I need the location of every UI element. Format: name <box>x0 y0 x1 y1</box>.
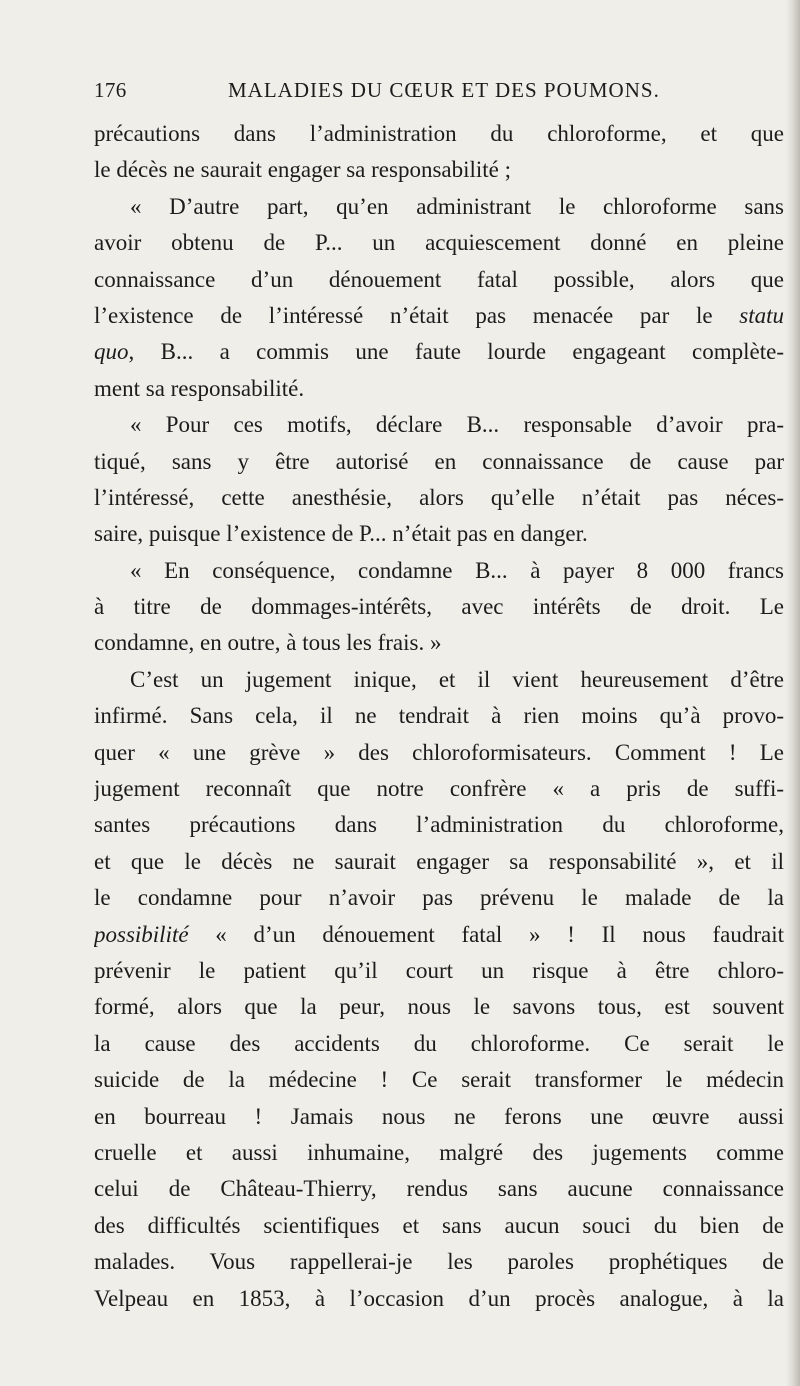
text-run: « d’un dénouement fatal » ! Il nous faudrait <box>188 921 784 947</box>
text-line: cruelle et aussi inhumaine, malgré des jugements comme <box>94 1139 784 1165</box>
italic-phrase: possibilité <box>94 921 189 947</box>
body-text <box>94 116 784 1317</box>
text-line: et que le décès ne saurait engager sa responsabilité », et il <box>94 848 784 874</box>
text-line: formé, alors que la peur, nous le savons tous, est souvent <box>94 994 784 1020</box>
text-line: suicide de la médecine ! Ce serait transformer le médecin <box>94 1067 784 1093</box>
italic-phrase: quo <box>94 339 129 365</box>
text-line: la cause des accidents du chloroforme. Ce serait le <box>94 1030 784 1056</box>
text-line: « D’autre part, qu’en administrant le chloroforme sans <box>130 193 784 219</box>
text-line: prévenir le patient qu’il court un risque à être chloro- <box>94 957 784 983</box>
page-number: 176 <box>94 78 127 102</box>
text-line: « En conséquence, condamne B... à payer 8 000 francs <box>130 557 784 583</box>
text-line: jugement reconnaît que notre confrère « a pris de suffi- <box>94 776 784 802</box>
text-line: Velpeau en 1853, à l’occasion d’un procès analogue, à la <box>94 1285 784 1311</box>
text-line: précautions dans l’administration du chloroforme, et que <box>94 121 784 146</box>
text-run: l’existence de l’intéressé n’était pas menacée par le <box>94 302 713 328</box>
text-line: malades. Vous rappellerai-je les paroles prophétiques de <box>94 1249 784 1275</box>
text-line: « Pour ces motifs, déclare B... responsable d’avoir pra- <box>130 412 784 438</box>
text-line: le condamne pour n’avoir pas prévenu le malade de la <box>94 885 784 911</box>
text-line: santes précautions dans l’administration du chloroforme, <box>94 812 784 838</box>
text-line <box>94 298 784 334</box>
text-line: le décès ne saurait engager sa responsabilité ; <box>94 157 512 183</box>
text-line: infirmé. Sans cela, il ne tendrait à rien moins qu’à provo- <box>94 703 784 729</box>
page-edge-shadow <box>786 0 800 1386</box>
text-line: connaissance d’un dénouement fatal possible, alors que <box>94 266 784 292</box>
running-header <box>94 78 784 108</box>
text-line: des difficultés scientifiques et sans aucun souci du bien de <box>94 1212 784 1238</box>
text-line: tiqué, sans y être autorisé en connaissance de cause par <box>94 448 784 474</box>
text-line: C’est un jugement inique, et il vient heureusement d’être <box>130 666 784 692</box>
text-line: condamne, en outre, à tous les frais. » <box>94 630 442 656</box>
text-line: en bourreau ! Jamais nous ne ferons une œuvre aussi <box>94 1103 784 1129</box>
text-line: l’intéressé, cette anesthésie, alors qu’elle n’était pas néces- <box>94 484 784 510</box>
text-line: avoir obtenu de P... un acquiescement donné en pleine <box>94 230 784 256</box>
text-run: , B... a commis une faute lourde engageant complète- <box>128 339 784 365</box>
text-line: ment sa responsabilité. <box>94 375 305 401</box>
text-line <box>94 334 784 370</box>
italic-phrase: statu <box>739 302 784 328</box>
text-line <box>94 917 784 953</box>
text-line: quer « une grève » des chloroformisateurs. Comment ! Le <box>94 739 784 765</box>
text-line: celui de Château-Thierry, rendus sans aucune connaissance <box>94 1176 784 1202</box>
text-line: à titre de dommages-intérêts, avec intérêts de droit. Le <box>94 594 784 620</box>
text-line: saire, puisque l’existence de P... n’était pas en danger. <box>94 521 588 547</box>
running-title: MALADIES DU CŒUR ET DES POUMONS. <box>228 78 660 102</box>
